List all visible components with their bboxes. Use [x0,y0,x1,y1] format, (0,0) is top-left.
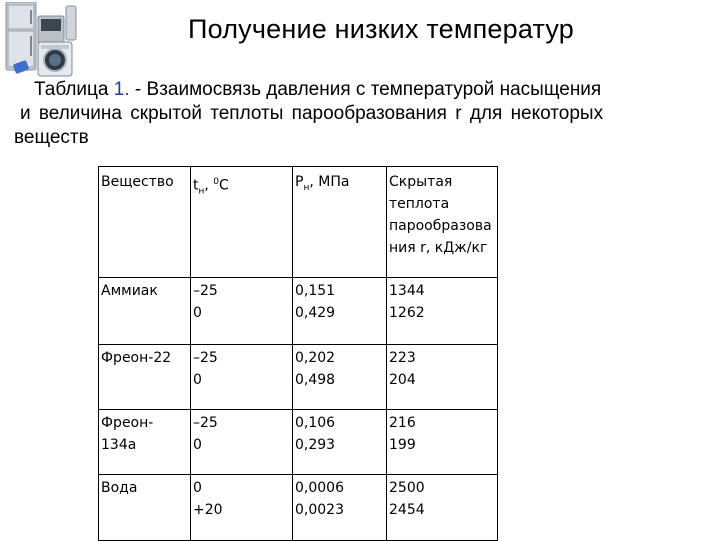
cell-pressure: 0,202 0,498 [293,345,387,410]
cell-temperature: –25 0 [191,278,293,345]
substances-table [98,166,498,541]
header-pressure: $P_н$, МПа [293,167,387,278]
cell-substance: Фреон- 134а [99,410,191,475]
cell-latent-heat: 2500 2454 [387,475,498,541]
caption-prefix: Таблица [34,79,114,100]
caption-line-2: и величина скрытой теплоты парообразования r для некоторых [20,103,604,124]
cell-pressure: 0,0006 0,0023 [293,475,387,541]
cell-temperature: –25 0 [191,410,293,475]
table-header-row [99,167,498,278]
table-row [99,410,498,475]
caption-line-3: веществ [14,127,89,148]
cell-pressure: 0,151 0,429 [293,278,387,345]
cell-latent-heat: 1344 1262 [387,278,498,345]
caption-line-1 [14,78,704,102]
table-row [99,278,498,345]
page-title: Получение низких температур [188,14,574,44]
table-row [99,475,498,541]
table-row [99,345,498,410]
caption-number: 1. [113,79,130,100]
cell-substance: Аммиак [99,278,191,345]
header-latent-heat: Скрытая теплота парообразова ния r, кДж/кг [387,167,498,278]
cell-substance: Вода [99,475,191,541]
home-appliances-logo-icon [4,2,78,78]
caption-line1-rest: - Взаимосвязь давления с температурой насыщения [129,79,602,100]
cell-latent-heat: 216 199 [387,410,498,475]
table-caption [14,78,704,150]
cell-substance: Фреон-22 [99,345,191,410]
header-substance: Вещество [99,167,191,278]
cell-temperature: –25 0 [191,345,293,410]
cell-pressure: 0,106 0,293 [293,410,387,475]
cell-temperature: 0 +20 [191,475,293,541]
cell-latent-heat: 223 204 [387,345,498,410]
header-temperature: $t_н$, $^0$С [191,167,293,278]
